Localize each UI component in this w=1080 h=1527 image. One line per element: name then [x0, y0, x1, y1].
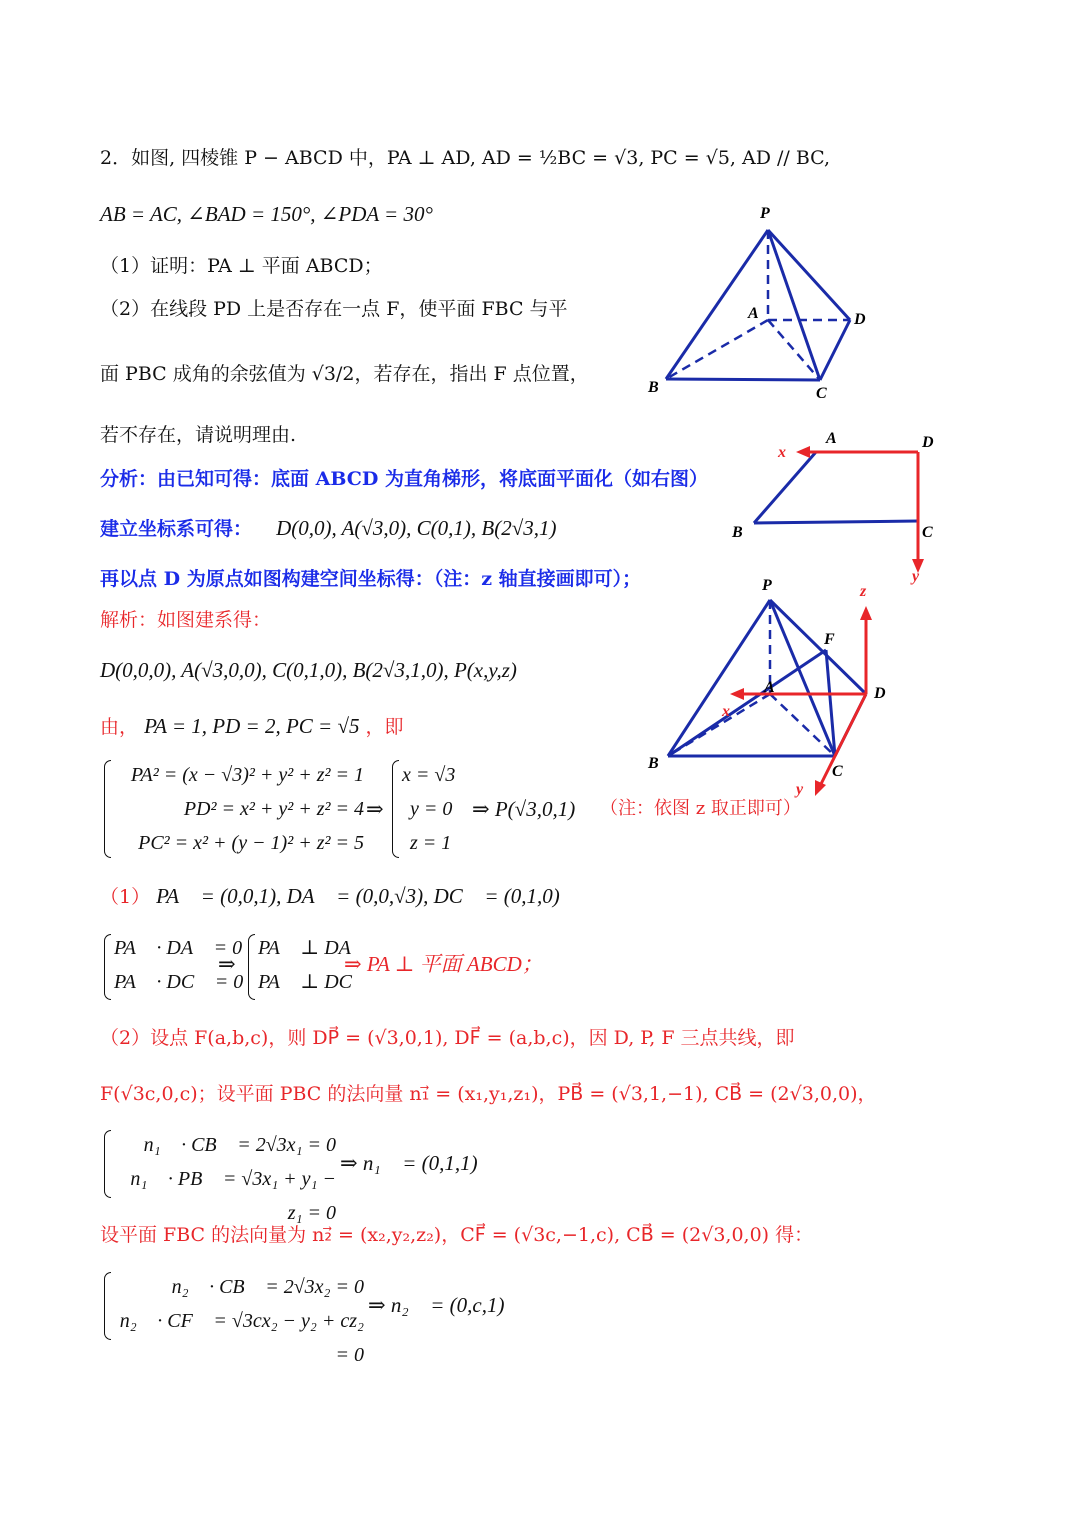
- axis-z-arrow: [860, 606, 872, 620]
- label-B: B: [648, 379, 659, 396]
- system4-equations: [114, 1270, 364, 1372]
- figure-pyramid-axes: [640, 570, 900, 805]
- given-math: PA = 1, PD = 2, PC = √5: [144, 714, 360, 738]
- edge-BC: [754, 521, 918, 523]
- system1-eq1: PA² = (x − √3)² + y² + z² = 1: [130, 764, 364, 786]
- given-post: ，即: [365, 716, 404, 738]
- label-C: C: [832, 763, 843, 780]
- label-A: A: [764, 679, 775, 696]
- system2-arrow: ⇒: [218, 952, 236, 976]
- system4-eq2: n₂⃗ · CF⃗ = √3cx₂ − y₂ + cz₂ = 0: [119, 1310, 364, 1366]
- part2-line2: F(√3c,0,c)；设平面 PBC 的法向量 n₁⃗ = (x₁,y₁,z₁)，PB⃗ = (√3,1,−1), CB⃗ = (2√3,0,0)，: [100, 1083, 877, 1105]
- system1-results: [402, 758, 455, 860]
- part1-vectors: PA⃗ = (0,0,1), DA⃗ = (0,0,√3), DC⃗ = (0,1,0)，: [156, 884, 577, 908]
- analysis-line1: 分析：由已知可得：底面 ABCD 为直角梯形，将底面平面化（如右图）: [100, 468, 708, 490]
- question-1: （1）证明：PA ⊥ 平面 ABCD；: [100, 255, 383, 277]
- edge-AB: [754, 452, 816, 523]
- solution-coords: D(0,0,0), A(√3,0,0), C(0,1,0), B(2√3,1,0), P(x,y,z): [100, 658, 517, 682]
- axis-x-arrow: [796, 446, 810, 458]
- label-z: z: [860, 583, 867, 600]
- result-x: x = √3: [402, 764, 456, 786]
- question-2c: 若不存在，请说明理由.: [100, 424, 297, 446]
- label-F: F: [824, 631, 835, 648]
- problem-intro: [100, 144, 830, 172]
- edge-PC: [768, 230, 820, 380]
- edge-PD: [770, 600, 866, 694]
- edge-AB: [666, 320, 768, 379]
- label-B: B: [648, 755, 659, 772]
- axis-x-arrow: [730, 688, 744, 700]
- system1-p: ⇒ P(√3,0,1): [472, 797, 576, 821]
- figure-base-plane: [720, 425, 950, 585]
- label-P: P: [762, 577, 772, 594]
- system2-res2: PA⃗ ⊥ DC⃗: [258, 971, 368, 993]
- system2-res1: PA⃗ ⊥ DA⃗: [258, 937, 367, 959]
- analysis-label: 建立坐标系可得：: [100, 518, 253, 540]
- edge-AC: [770, 694, 835, 756]
- system3-eq2: n₁⃗ · PB⃗ = √3x₁ + y₁ − z₁ = 0: [130, 1168, 336, 1224]
- system4-result: ⇒ n₂⃗ = (0,c,1)；: [368, 1293, 521, 1317]
- system2-result-brace: [248, 934, 255, 1000]
- part2-line3: 设平面 FBC 的法向量为 n₂⃗ = (x₂,y₂,z₂)，CF⃗ = (√3c,−1,c), CB⃗ = (2√3,0,0) 得：: [100, 1224, 814, 1246]
- label-x: x: [722, 703, 730, 720]
- edge-BF: [668, 650, 826, 756]
- label-C: C: [922, 524, 933, 541]
- analysis-line2: [100, 514, 557, 543]
- system4-eq1: n₂⃗ · CB⃗ = 2√3x₂ = 0: [171, 1276, 364, 1298]
- system1-eq3: PC² = x² + (y − 1)² + z² = 5: [138, 832, 364, 854]
- label-C: C: [816, 385, 827, 402]
- part1-line: [100, 882, 576, 911]
- part2-line1: （2）设点 F(a,b,c)，则 DP⃗ = (√3,0,1), DF⃗ = (a,b,c)，因 D, P, F 三点共线，即: [100, 1027, 795, 1049]
- analysis-line3: 再以点 D 为原点如图构建空间坐标得：（注：z 轴直接画即可）；: [100, 568, 642, 590]
- system3-brace: [104, 1130, 111, 1198]
- system2-eq2: PA⃗ · DC⃗ = 0: [114, 971, 244, 993]
- edge-PD: [768, 230, 850, 320]
- problem-line2: AB = AC, ∠BAD = 150°, ∠PDA = 30°: [100, 202, 433, 226]
- label-A: A: [748, 305, 759, 322]
- edge-PB: [668, 600, 770, 756]
- part1-label: （1）: [100, 886, 151, 908]
- system1-result-brace: [392, 760, 399, 858]
- label-D: D: [874, 685, 886, 702]
- label-D: D: [854, 311, 866, 328]
- edge-BC: [666, 379, 820, 380]
- problem-intro-text: 如图, 四棱锥 P − ABCD 中，PA ⊥ AD, AD = ½BC = √3, PC = √5, AD // BC,: [131, 147, 831, 169]
- system4-brace: [104, 1272, 111, 1340]
- analysis-coords: D(0,0), A(√3,0), C(0,1), B(2√3,1): [276, 516, 557, 540]
- label-P: P: [760, 205, 770, 222]
- edge-AC: [768, 320, 820, 380]
- question-2a: （2）在线段 PD 上是否存在一点 F，使平面 FBC 与平: [100, 298, 568, 320]
- edge-CD: [820, 320, 850, 380]
- system2-conclusion: ⇒ PA ⊥ 平面 ABCD；: [344, 952, 543, 976]
- system1-eq2: PD² = x² + y² + z² = 4: [183, 798, 364, 820]
- system3-result: ⇒ n₁⃗ = (0,1,1)；: [340, 1151, 494, 1175]
- result-y: y = 0: [410, 798, 453, 820]
- label-y: y: [912, 568, 920, 585]
- system2-brace: [104, 934, 111, 1000]
- problem-number: 2．: [100, 147, 132, 169]
- label-y: y: [796, 781, 804, 798]
- system1-brace: [104, 760, 111, 858]
- given-pre: 由，: [100, 716, 139, 738]
- question-2b: 面 PBC 成角的余弦值为 √3/2，若存在，指出 F 点位置，: [100, 363, 589, 385]
- system1-equations: [114, 758, 364, 860]
- system2-eq1: PA⃗ · DA⃗ = 0: [114, 937, 243, 959]
- figure-pyramid: [640, 200, 880, 410]
- system1-note: （注：依图 z 取正即可）: [600, 798, 801, 819]
- system3-eq1: n₁⃗ · CB⃗ = 2√3x₁ = 0: [143, 1134, 336, 1156]
- system1-arrow: ⇒: [366, 797, 384, 821]
- system3-equations: [114, 1128, 336, 1230]
- solution-label: 解析：如图建系得：: [100, 609, 272, 631]
- label-B: B: [732, 524, 743, 541]
- edge-PC: [770, 600, 835, 756]
- label-A: A: [826, 430, 837, 447]
- label-x: x: [778, 444, 786, 461]
- given-line: [100, 712, 404, 741]
- result-z: z = 1: [410, 832, 452, 854]
- label-D: D: [922, 434, 934, 451]
